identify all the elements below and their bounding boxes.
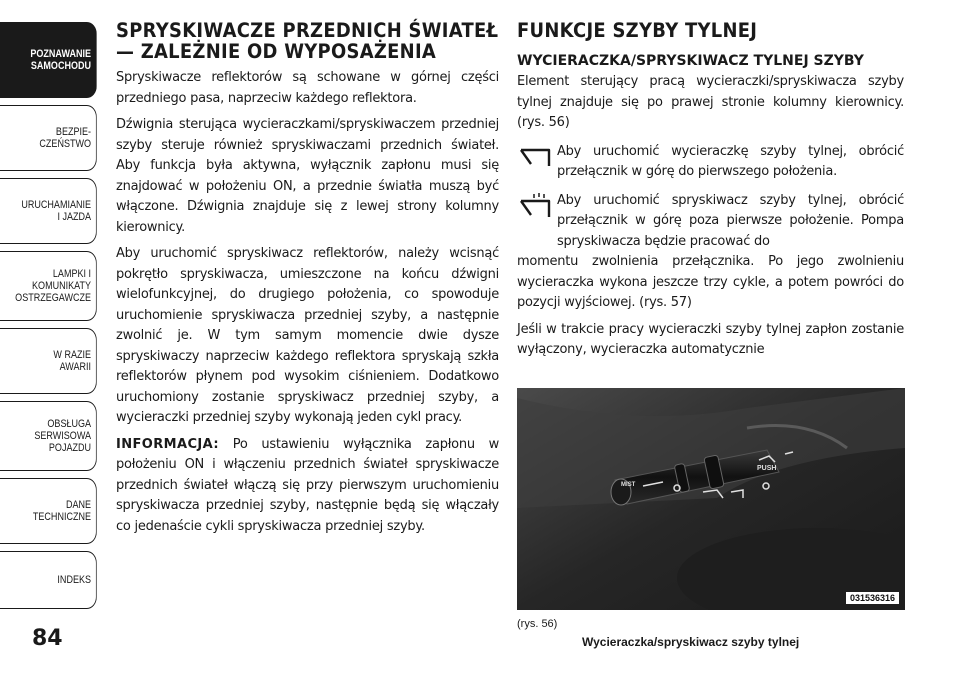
rear-washer-instruction	[517, 191, 904, 253]
tab-dane-techniczne[interactable]: DANE TECHNICZNE	[0, 478, 97, 544]
figure-code: 031536316	[846, 592, 899, 604]
tab-obsluga-serwisowa[interactable]: OBSŁUGA SERWISOWA POJAZDU	[0, 401, 97, 471]
info-label: INFORMACJA:	[116, 436, 219, 452]
figure-caption: Wycieraczka/spryskiwacz szyby tylnej	[582, 635, 800, 649]
chapter-sidebar	[0, 0, 100, 678]
mist-label: MIST	[621, 482, 636, 488]
paragraph: Spryskiwacze reflektorów są schowane w górnej części przedniego pasa, naprzeciw każdego reflektora.	[116, 70, 499, 106]
rear-wiper-stalk-photo	[517, 388, 905, 610]
info-text: Po ustawieniu wyłącznika zapłonu w położeniu ON i włączeniu przednich świateł spryskiwacze przednich świateł włączą się przy pierwszym uruchomieniu spryskiwacza przedniej szyby, następnie będą się włączały co jedenaście cykli spryskiwacza przedniej szyby.	[116, 436, 499, 534]
rear-washer-icon	[517, 191, 557, 221]
tab-w-razie-awarii[interactable]: W RAZIE AWARII	[0, 328, 97, 394]
headlamp-washers-heading: SPRYSKIWACZE PRZEDNICH ŚWIATEŁ — ZALEŻNIE OD WYPOSAŻENIA	[116, 19, 499, 63]
stalk-illustration	[517, 388, 905, 610]
info-note	[116, 435, 499, 538]
page-number: 84	[32, 626, 63, 651]
paragraph: Element sterujący pracą wycieraczki/spryskiwacza szyby tylnej znajduje się po prawej stronie kolumny kierownicy. (rys. 56)	[517, 74, 904, 130]
figure-number: (rys. 56)	[517, 618, 558, 630]
push-label: PUSH	[757, 465, 777, 472]
paragraph: Aby uruchomić spryskiwacz szyby tylnej, obrócić przełącznik w górę poza pierwsze położenie. Pompa spryskiwacza będzie pracować do	[557, 192, 904, 249]
paragraph: Aby uruchomić spryskiwacz reflektorów, należy wcisnąć pokrętło spryskiwacza, umieszczone na końcu dźwigni wielofunkcyjnej, do drugiego położenia, co spowoduje uruchomienie spryskiwacza przedniej szyby, a następnie zwolnić je. W tym samym momencie dwie dysze spryskiwaczy naprzeciw każdego reflektora spryskają szkła reflektorów płynem pod wysokim ciśnieniem. Dodatkowo uruchomiony zostanie spryskiwacz przedniej szyby, a wycieraczki przedniej szyby wykonają jeden cykl pracy.	[116, 246, 499, 425]
paragraph: Aby uruchomić wycieraczkę szyby tylnej, obrócić przełącznik w górę do pierwszego położenia.	[557, 143, 904, 179]
rear-wiper-icon	[517, 142, 557, 172]
tab-indeks[interactable]: INDEKS	[0, 551, 97, 609]
rear-wiper-subheading: WYCIERACZKA/SPRYSKIWACZ TYLNEJ SZYBY	[517, 53, 864, 69]
tab-bezpieczenstwo[interactable]: BEZPIE- CZEŃSTWO	[0, 105, 97, 171]
right-column	[517, 20, 904, 361]
rear-window-heading: FUNKCJE SZYBY TYLNEJ	[517, 19, 758, 42]
tab-poznawanie-samochodu[interactable]: POZNAWANIE SAMOCHODU	[0, 22, 97, 98]
paragraph: momentu zwolnienia przełącznika. Po jego zwolnieniu wycieraczka wykona jeszcze trzy cykle, a potem powróci do pozycji wyjściowej. (rys. 57)	[517, 254, 904, 310]
tab-lampki-i-komunikaty[interactable]: LAMPKI I KOMUNIKATY OSTRZEGAWCZE	[0, 251, 97, 321]
rear-wiper-instruction	[517, 142, 904, 183]
paragraph: Dźwignia sterująca wycieraczkami/spryskiwaczem przedniej szyby steruje również spryskiwaczami przednich świateł. Aby funkcja była aktywna, wyłącznik zapłonu musi się znajdować w położeniu ON, a przednie światła muszą być włączone. Dźwignia znajduje się z lewej strony kolumny kierownicy.	[116, 117, 499, 235]
left-column	[116, 20, 499, 537]
tab-uruchamianie-i-jazda[interactable]: URUCHAMIANIE I JAZDA	[0, 178, 97, 244]
paragraph: Jeśli w trakcie pracy wycieraczki szyby tylnej zapłon zostanie wyłączony, wycieraczka automatycznie	[517, 321, 904, 357]
